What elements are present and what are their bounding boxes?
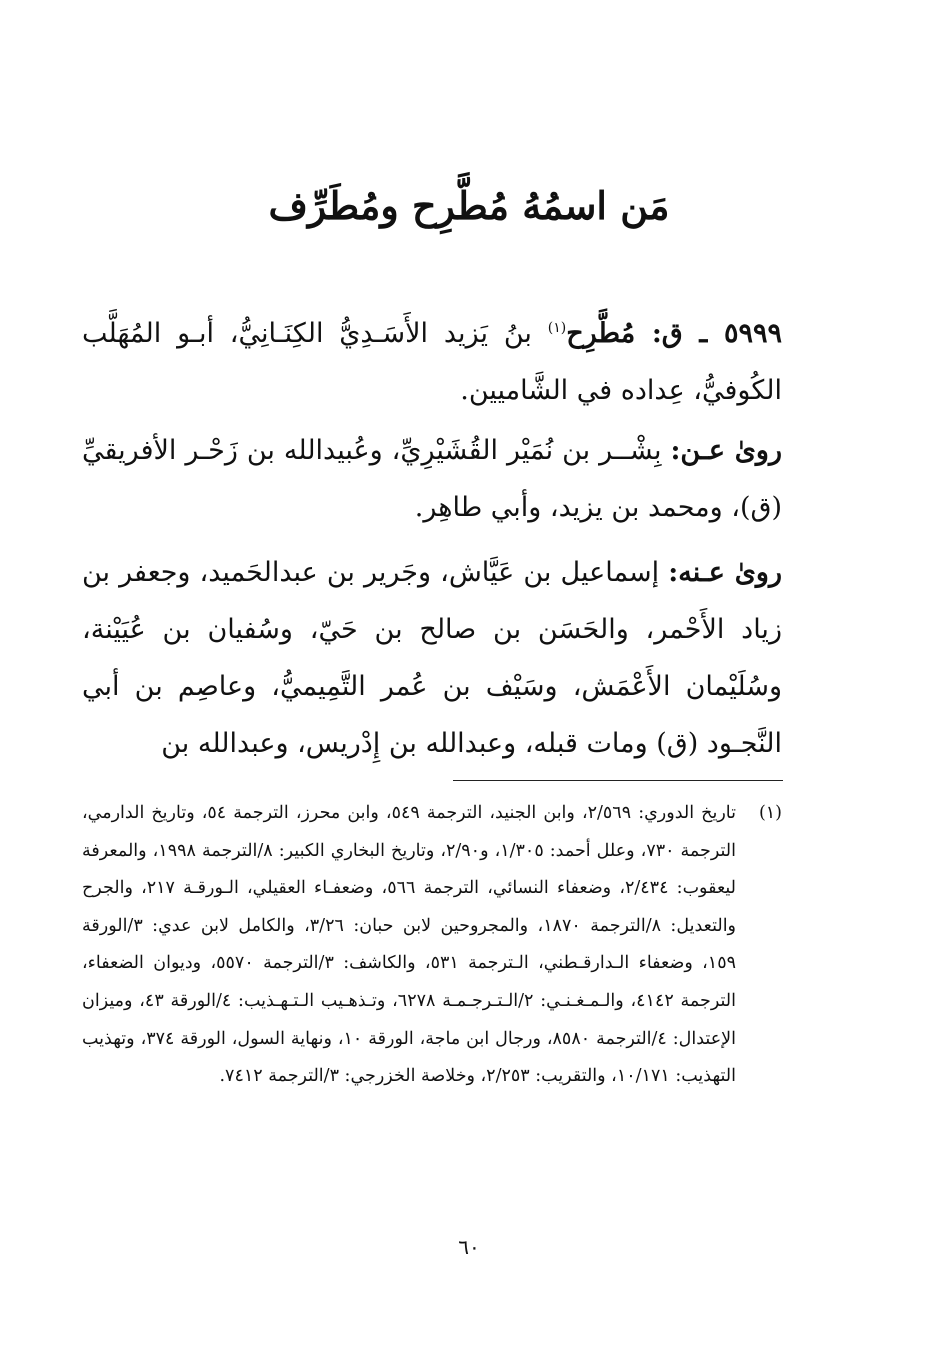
narrated-from-text: بِشْــر بن نُمَيْر القُشَيْرِيِّ، وعُبيدالله بن زَحْـر الأفريقيِّ (ق)، ومحمد بن يزيد، وأبي طاهِر. [82,435,782,523]
footnote-number: (١) [758,803,782,823]
entry-text: بنُ يَزيد الأَسَـدِيُّ الكِنَـانِيُّ، أبـو المُهَلَّب الكُوفيُّ، عِداده في الشَّاميين. [82,318,782,406]
footnote-marker: (١) [547,320,567,336]
narrated-by-paragraph [82,544,782,772]
footnote-text: تاريخ الدوري: ٢/٥٦٩، وابن الجنيد، الترجمة ٥٤٩، وابن محرز، الترجمة ٥٤، وتاريخ الدارمي، الترجمة ٧٣٠، وعلل أحمد: ١/٣٠٥، و٢/٩٠، وتاريخ البخاري الكبير: ٨/الترجمة ١٩٩٨، والمعرفة ليعقوب: ٢/٤٣٤، وضعفاء النسائي، الترجمة ٥٦٦، وضعفـاء العقيلي، الـورقـة ٢١٧، والجرح والتعديل: ٨/الترجمة ١٨٧٠، والمجروحين لابن حبان: ٣/٢٦، والكامل لابن عدي: ٣/الورقة ١٥٩، وضعفاء الـدارقـطني، الـترجمة ٥٣١، والكاشف: ٣/الترجمة ٥٥٧٠، وديوان الضعفاء، الترجمة ٤١٤٢، والـمـغـنـي: ٢/الـتـرجـمـة ٦٢٧٨، وتـذهـيب الـتـهـذيب: ٤/الورقة ٤٣، وميزان الإعتدال: ٤/الترجمة ٨٥٨٠، ورجال ابن ماجة، الورقة ١٠، ونهاية السول، الورقة ٣٧٤، وتهذيب التهذيب: ١٠/١٧١، والتقريب: ٢/٢٥٣، وخلاصة الخزرجي: ٣/الترجمة ٧٤١٢. [82,803,737,1087]
page-number: ٦٠ [458,1235,480,1259]
narrated-from-label: روىٰ عـن: [670,435,782,466]
narrated-by-text: إسماعيل بن عَيَّاش، وجَرير بن عبدالحَميد، وجعفر بن زياد الأَحْمر، والحَسَن بن صالح بن حَيّ، وسُفيان بن عُيَيْنة، وسُلَيْمان الأَعْمَش، وسَيْف بن عُمر التَّمِيميُّ، وعاصِم بن أبي النَّجـود (ق) ومات قبله، وعبدالله بن إِدْريس، وعبدالله بن [82,557,782,759]
section-title: مَن اسمُهُ مُطَّرِح ومُطَرِّف [268,183,670,228]
narrated-from-paragraph [82,422,782,536]
biography-entry [82,300,782,419]
footnote-separator [453,780,783,781]
entry-heading: ٥٩٩٩ ـ ق: مُطَّرِح [566,318,782,349]
footnote [82,795,782,1096]
narrated-by-label: روىٰ عـنه: [668,557,782,588]
